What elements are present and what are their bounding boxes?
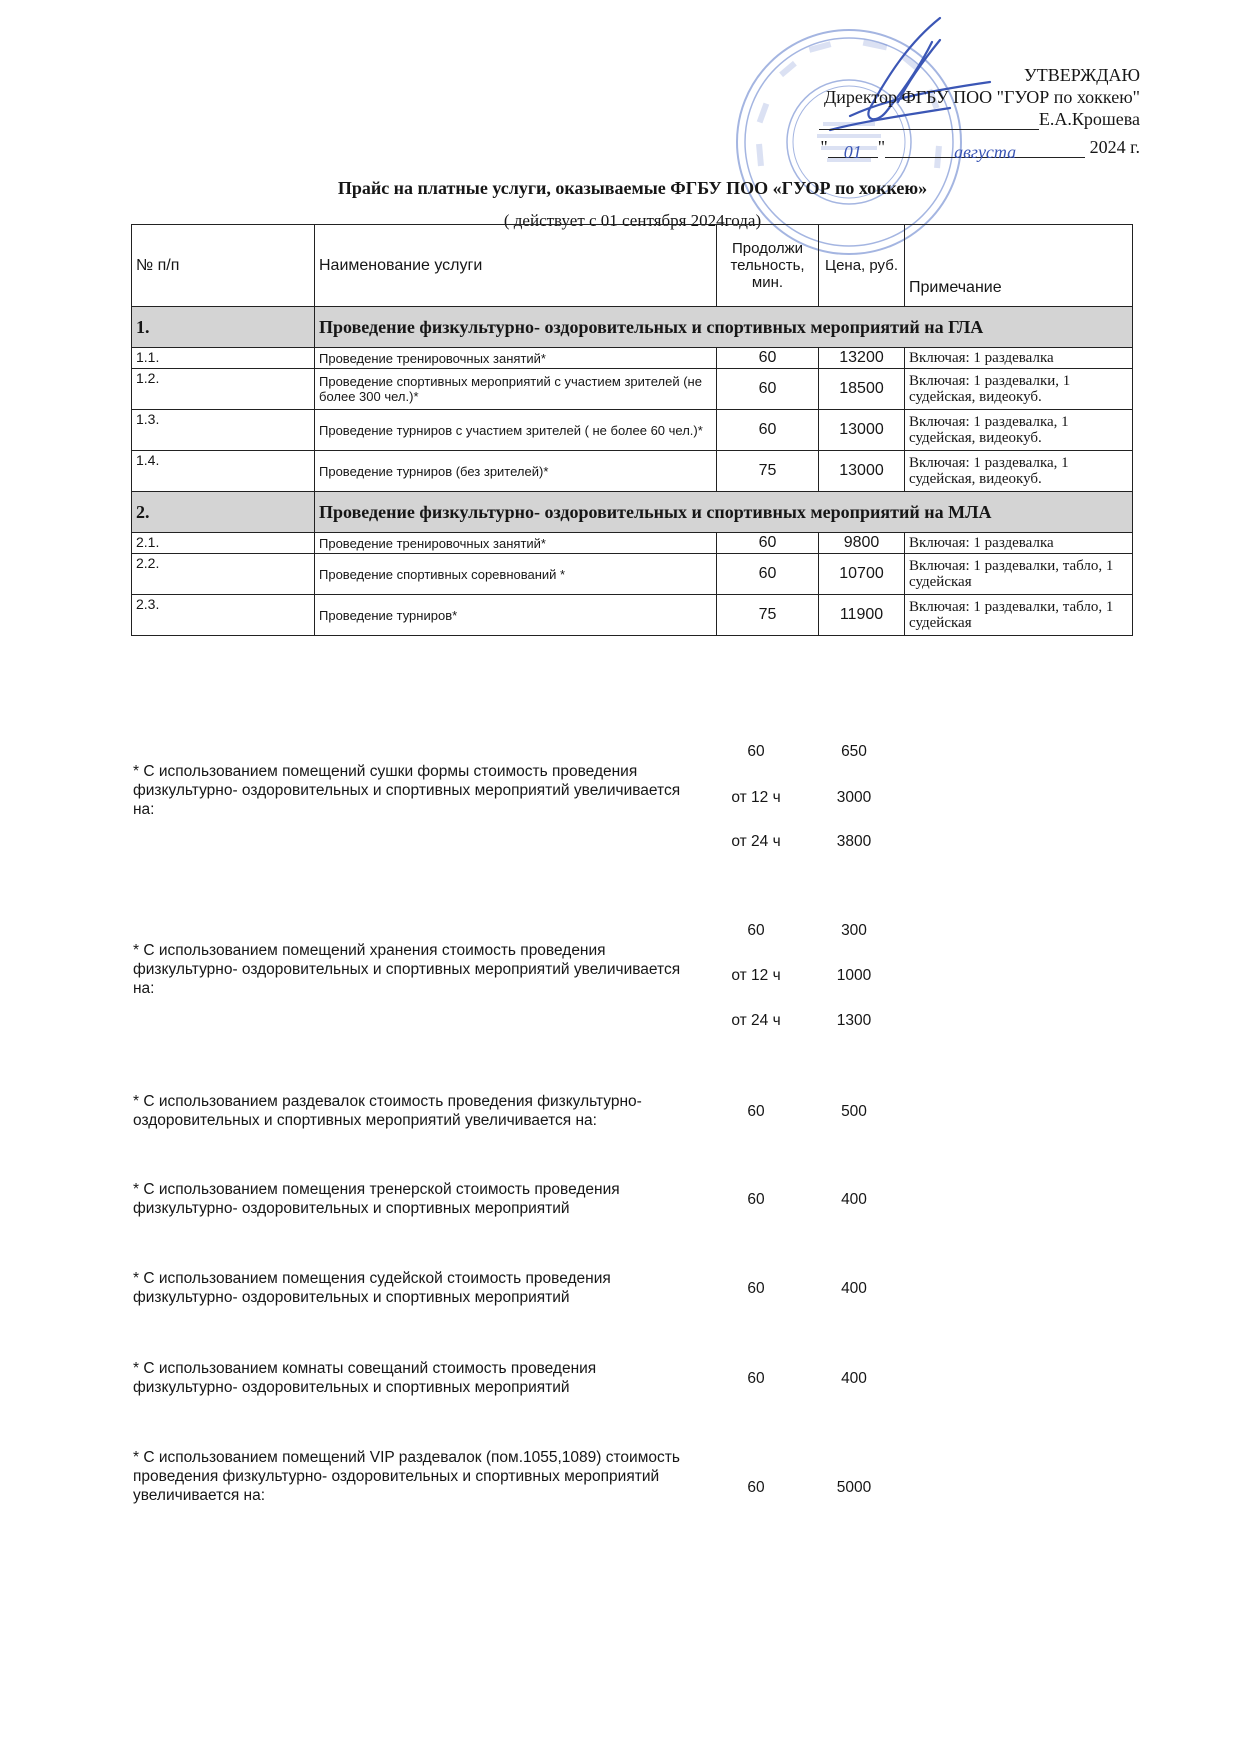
row-name: Проведение спортивных соревнований * [315,554,717,595]
approval-title: УТВЕРЖДАЮ [1023,65,1140,85]
date-day-line [828,141,878,162]
section-number: 2. [132,492,315,533]
row-duration: 60 [717,348,819,369]
row-number: 1.2. [132,369,315,410]
surcharge-duration: 60 [747,1191,765,1208]
row-note: Включая: 1 раздевалки, табло, 1 судейская [905,554,1133,595]
table-row [132,410,1133,451]
surcharge-price: 1300 [836,1012,872,1029]
row-duration: 60 [717,369,819,410]
row-name: Проведение спортивных мероприятий с участием зрителей (не более 300 чел.)* [315,369,717,410]
approval-signer-line [760,108,1140,130]
date-quote-close: " [877,137,886,157]
surcharge-duration: от 12 ч [731,967,781,984]
row-number: 1.3. [132,410,315,451]
row-note: Включая: 1 раздевалка, 1 судейская, видеокуб. [905,451,1133,492]
surcharge-text: * С использованием помещения судейской стоимость проведения физкультурно- оздоровительных и спортивных мероприятий [133,1270,611,1306]
row-price: 10700 [819,554,905,595]
row-note: Включая: 1 раздевалки, табло, 1 судейская [905,595,1133,636]
row-note: Включая: 1 раздевалки, 1 судейская, видеокуб. [905,369,1133,410]
table-row [132,554,1133,595]
approval-block [760,64,1140,162]
date-quote-open: " [820,137,828,157]
section-row [132,492,1133,533]
surcharge-duration: от 24 ч [731,833,781,850]
surcharge-price: 400 [841,1370,867,1387]
section-title: Проведение физкультурно- оздоровительных и спортивных мероприятий на ГЛА [315,307,1133,348]
row-duration: 60 [717,533,819,554]
row-name: Проведение турниров с участием зрителей ( не более 60 чел.)* [315,410,717,451]
table-row [132,533,1133,554]
header-duration: Продолжи тельность, мин. [717,225,819,307]
row-price: 9800 [819,533,905,554]
surcharge-duration: 60 [747,743,765,760]
surcharge-duration: 60 [747,922,765,939]
row-note: Включая: 1 раздевалка [905,533,1133,554]
surcharge-text: * С использованием раздевалок стоимость проведения физкультурно- оздоровительных и спортивных мероприятий увеличивается на: [133,1093,642,1129]
date-month-line [885,141,1085,162]
signature-line [819,113,1039,130]
surcharge-price: 650 [841,743,867,760]
header-number: № п/п [132,225,315,307]
table-row [132,451,1133,492]
row-number: 1.4. [132,451,315,492]
row-duration: 75 [717,595,819,636]
row-number: 2.2. [132,554,315,595]
header-note: Примечание [905,225,1133,307]
section-row [132,307,1133,348]
surcharge-text: * С использованием помещений хранения стоимость проведения физкультурно- оздоровительных и спортивных мероприятий увеличивается на: [133,942,681,997]
surcharge-text: * С использованием помещений сушки формы стоимость проведения физкультурно- оздоровительных и спортивных мероприятий увеличивается на: [133,763,681,818]
table-row [132,595,1133,636]
surcharge-price: 400 [841,1191,867,1208]
surcharge-price: 400 [841,1280,867,1297]
row-name: Проведение турниров (без зрителей)* [315,451,717,492]
price-table [131,224,1133,636]
surcharge-text: * С использованием помещений VIP раздевалок (пом.1055,1089) стоимость проведения физкультурно- оздоровительных и спортивных мероприятий увеличивается на: [133,1449,680,1504]
row-name: Проведение турниров* [315,595,717,636]
row-duration: 60 [717,410,819,451]
row-note: Включая: 1 раздевалка, 1 судейская, видеокуб. [905,410,1133,451]
header-price: Цена, руб. [819,225,905,307]
table-header-row [132,225,1133,307]
document-title-text: Прайс на платные услуги, оказываемые ФГБУ ПОО «ГУОР по хоккею» [337,178,928,198]
row-name: Проведение тренировочных занятий* [315,533,717,554]
document-title [0,178,1241,199]
row-number: 2.3. [132,595,315,636]
row-price: 18500 [819,369,905,410]
surcharge-price: 3800 [836,833,872,850]
row-price: 13000 [819,410,905,451]
surcharge-price: 300 [841,922,867,939]
section-title: Проведение физкультурно- оздоровительных и спортивных мероприятий на МЛА [315,492,1133,533]
header-name: Наименование услуги [315,225,717,307]
table-row [132,369,1133,410]
surcharge-duration: от 24 ч [731,1012,781,1029]
approval-signer: Е.А.Крошева [1038,109,1140,129]
surcharge-duration: 60 [747,1103,765,1120]
section-number: 1. [132,307,315,348]
row-name: Проведение тренировочных занятий* [315,348,717,369]
date-year: 2024 г. [1089,137,1140,157]
surcharge-duration: от 12 ч [731,789,781,806]
date-month: августа [954,142,1017,162]
row-duration: 75 [717,451,819,492]
row-number: 1.1. [132,348,315,369]
surcharge-text: * С использованием помещения тренерской стоимость проведения физкультурно- оздоровительных и спортивных мероприятий [133,1181,620,1217]
date-day: 01 [843,142,862,162]
surcharge-price: 500 [841,1103,867,1120]
surcharge-price: 1000 [836,967,872,984]
row-note: Включая: 1 раздевалка [905,348,1133,369]
surcharge-text: * С использованием комнаты совещаний стоимость проведения физкультурно- оздоровительных и спортивных мероприятий [133,1360,597,1396]
surcharge-price: 5000 [836,1479,872,1496]
surcharge-duration: 60 [747,1370,765,1387]
approval-position: Директор ФГБУ ПОО "ГУОР по хоккею" [824,87,1140,107]
table-row [132,348,1133,369]
document-subtitle-text: ( действует с 01 сентября 2024года) [503,211,762,230]
surcharge-duration: 60 [747,1479,765,1496]
row-number: 2.1. [132,533,315,554]
row-price: 13200 [819,348,905,369]
row-price: 11900 [819,595,905,636]
row-price: 13000 [819,451,905,492]
surcharge-price: 3000 [836,789,872,806]
row-duration: 60 [717,554,819,595]
surcharge-duration: 60 [747,1280,765,1297]
approval-date [760,136,1140,162]
